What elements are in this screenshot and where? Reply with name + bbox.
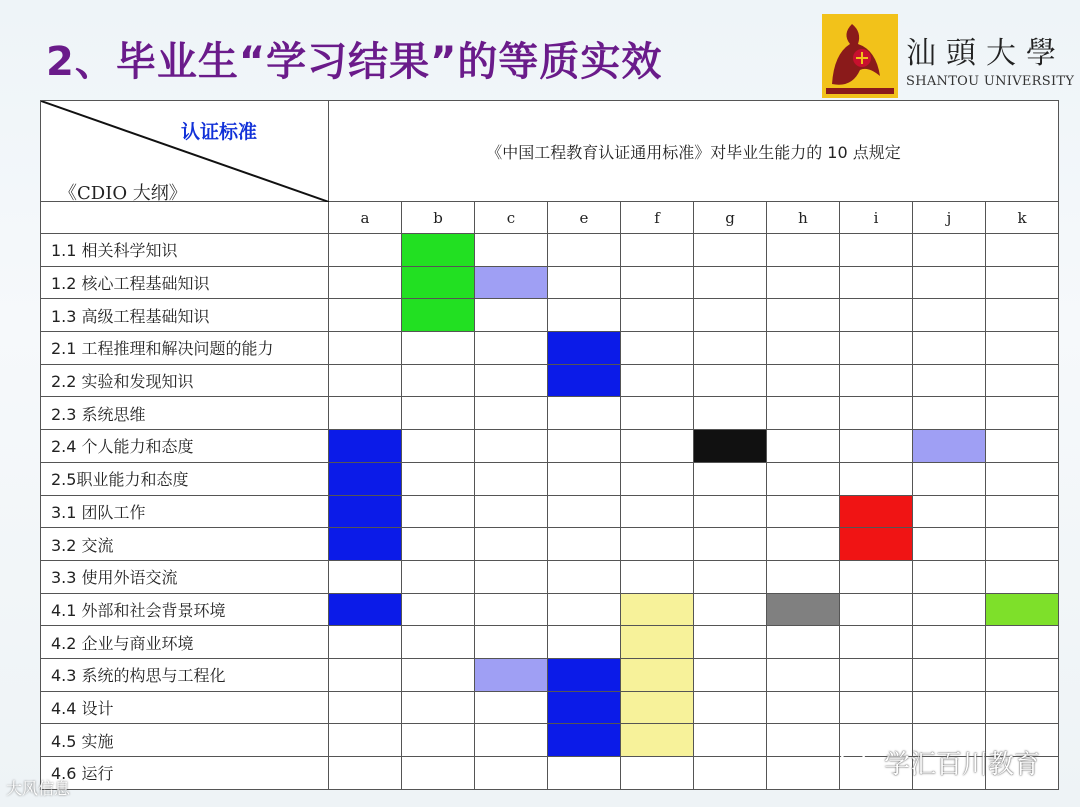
mapping-table <box>40 100 1059 790</box>
mapping-cell-h <box>767 691 840 724</box>
mapping-cell-g <box>694 299 767 332</box>
mapping-cell-c <box>475 724 548 757</box>
mapping-cell-b <box>402 397 475 430</box>
column-header-j: j <box>913 202 986 234</box>
mapping-cell-j <box>913 332 986 365</box>
row-label: 4.2 企业与商业环境 <box>41 626 329 659</box>
mapping-cell-j <box>913 397 986 430</box>
university-name-cn: 汕頭大學 <box>906 36 1066 71</box>
table-row <box>41 593 1059 626</box>
mapping-cell-b <box>402 495 475 528</box>
mapping-cell-k <box>986 299 1059 332</box>
mapping-cell-f <box>621 299 694 332</box>
mapping-cell-h <box>767 593 840 626</box>
watermark <box>838 744 1040 781</box>
mapping-cell-h <box>767 234 840 267</box>
mapping-cell-a <box>329 724 402 757</box>
mapping-cell-g <box>694 658 767 691</box>
mapping-cell-h <box>767 560 840 593</box>
mapping-cell-e <box>548 658 621 691</box>
mapping-cell-e <box>548 724 621 757</box>
mapping-cell-g <box>694 430 767 463</box>
mapping-cell-j <box>913 560 986 593</box>
mapping-cell-k <box>986 462 1059 495</box>
mapping-cell-c <box>475 757 548 790</box>
row-label: 2.4 个人能力和态度 <box>41 430 329 463</box>
mapping-cell-c <box>475 593 548 626</box>
mapping-cell-h <box>767 462 840 495</box>
mapping-cell-a <box>329 560 402 593</box>
mapping-cell-i <box>840 266 913 299</box>
mapping-cell-b <box>402 299 475 332</box>
table-row <box>41 560 1059 593</box>
mapping-cell-h <box>767 528 840 561</box>
mapping-cell-c <box>475 266 548 299</box>
mapping-cell-a <box>329 332 402 365</box>
mapping-cell-i <box>840 626 913 659</box>
mapping-cell-a <box>329 593 402 626</box>
mapping-cell-e <box>548 430 621 463</box>
table-row <box>41 691 1059 724</box>
table-corner-cell <box>41 101 329 202</box>
row-label: 2.1 工程推理和解决问题的能力 <box>41 332 329 365</box>
mapping-cell-j <box>913 266 986 299</box>
mapping-cell-b <box>402 757 475 790</box>
mapping-cell-h <box>767 397 840 430</box>
mapping-cell-i <box>840 462 913 495</box>
mapping-cell-k <box>986 430 1059 463</box>
mapping-cell-k <box>986 397 1059 430</box>
mapping-cell-a <box>329 495 402 528</box>
mapping-cell-a <box>329 528 402 561</box>
university-emblem-icon <box>822 14 898 98</box>
row-label: 2.3 系统思维 <box>41 397 329 430</box>
mapping-cell-j <box>913 626 986 659</box>
mapping-cell-j <box>913 430 986 463</box>
mapping-cell-e <box>548 364 621 397</box>
mapping-cell-i <box>840 691 913 724</box>
mapping-cell-c <box>475 299 548 332</box>
row-label: 4.1 外部和社会背景环境 <box>41 593 329 626</box>
mapping-cell-h <box>767 364 840 397</box>
column-header-b: b <box>402 202 475 234</box>
mapping-cell-f <box>621 364 694 397</box>
mapping-cell-i <box>840 397 913 430</box>
mapping-cell-i <box>840 593 913 626</box>
mapping-cell-k <box>986 658 1059 691</box>
row-label: 1.1 相关科学知识 <box>41 234 329 267</box>
mapping-cell-c <box>475 430 548 463</box>
mapping-cell-b <box>402 234 475 267</box>
mapping-cell-f <box>621 234 694 267</box>
column-header-c: c <box>475 202 548 234</box>
mapping-cell-c <box>475 462 548 495</box>
mapping-cell-j <box>913 593 986 626</box>
table-row <box>41 234 1059 267</box>
mapping-cell-f <box>621 757 694 790</box>
mapping-cell-b <box>402 430 475 463</box>
mapping-cell-g <box>694 234 767 267</box>
row-label: 4.5 实施 <box>41 724 329 757</box>
corner-watermark: 大风信息 <box>6 779 71 798</box>
column-header-k: k <box>986 202 1059 234</box>
mapping-cell-f <box>621 332 694 365</box>
mapping-cell-h <box>767 495 840 528</box>
corner-standard-label: 认证标准 <box>181 121 258 143</box>
mapping-cell-f <box>621 724 694 757</box>
mapping-cell-j <box>913 691 986 724</box>
mapping-cell-i <box>840 560 913 593</box>
mapping-cell-f <box>621 397 694 430</box>
mapping-cell-e <box>548 234 621 267</box>
mapping-cell-b <box>402 560 475 593</box>
row-label: 4.3 系统的构思与工程化 <box>41 658 329 691</box>
row-label: 3.1 团队工作 <box>41 495 329 528</box>
mapping-cell-a <box>329 299 402 332</box>
mapping-cell-f <box>621 593 694 626</box>
mapping-cell-c <box>475 658 548 691</box>
mapping-cell-g <box>694 397 767 430</box>
mapping-cell-c <box>475 234 548 267</box>
mapping-cell-a <box>329 234 402 267</box>
table-row <box>41 528 1059 561</box>
column-header-i: i <box>840 202 913 234</box>
mapping-cell-h <box>767 757 840 790</box>
mapping-cell-g <box>694 495 767 528</box>
table-row <box>41 495 1059 528</box>
mapping-cell-a <box>329 364 402 397</box>
mapping-cell-k <box>986 593 1059 626</box>
row-label: 2.2 实验和发现知识 <box>41 364 329 397</box>
row-label: 4.4 设计 <box>41 691 329 724</box>
mapping-cell-j <box>913 462 986 495</box>
mapping-cell-b <box>402 658 475 691</box>
mapping-cell-g <box>694 593 767 626</box>
mapping-cell-f <box>621 560 694 593</box>
mapping-cell-e <box>548 691 621 724</box>
mapping-cell-b <box>402 364 475 397</box>
mapping-cell-e <box>548 757 621 790</box>
mapping-cell-c <box>475 560 548 593</box>
mapping-cell-k <box>986 560 1059 593</box>
mapping-cell-k <box>986 495 1059 528</box>
mapping-cell-j <box>913 528 986 561</box>
row-label: 3.2 交流 <box>41 528 329 561</box>
column-header-blank <box>41 202 329 234</box>
table-row <box>41 397 1059 430</box>
mapping-cell-f <box>621 528 694 561</box>
table-row <box>41 430 1059 463</box>
mapping-cell-b <box>402 266 475 299</box>
column-header-a: a <box>329 202 402 234</box>
table-row <box>41 626 1059 659</box>
mapping-cell-f <box>621 626 694 659</box>
mapping-cell-e <box>548 495 621 528</box>
mapping-cell-k <box>986 266 1059 299</box>
mapping-cell-g <box>694 462 767 495</box>
mapping-cell-i <box>840 495 913 528</box>
watermark-text: 学汇百川教育 <box>884 750 1041 780</box>
mapping-cell-k <box>986 528 1059 561</box>
mapping-cell-c <box>475 397 548 430</box>
mapping-cell-a <box>329 266 402 299</box>
mapping-cell-i <box>840 364 913 397</box>
mapping-cell-b <box>402 462 475 495</box>
corner-cdio-label: 《CDIO 大纲》 <box>59 183 187 204</box>
mapping-cell-h <box>767 299 840 332</box>
mapping-cell-b <box>402 593 475 626</box>
mapping-cell-a <box>329 626 402 659</box>
table-row <box>41 266 1059 299</box>
mapping-cell-j <box>913 495 986 528</box>
mapping-cell-i <box>840 658 913 691</box>
row-label: 2.5职业能力和态度 <box>41 462 329 495</box>
column-header-g: g <box>694 202 767 234</box>
mapping-cell-e <box>548 266 621 299</box>
mapping-cell-i <box>840 528 913 561</box>
mapping-cell-g <box>694 364 767 397</box>
mapping-cell-h <box>767 626 840 659</box>
mapping-cell-i <box>840 234 913 267</box>
mapping-cell-g <box>694 691 767 724</box>
column-header-e: e <box>548 202 621 234</box>
mapping-cell-k <box>986 332 1059 365</box>
wechat-icon <box>838 748 878 778</box>
mapping-cell-i <box>840 299 913 332</box>
mapping-cell-c <box>475 528 548 561</box>
row-label: 1.2 核心工程基础知识 <box>41 266 329 299</box>
mapping-cell-b <box>402 724 475 757</box>
mapping-cell-f <box>621 266 694 299</box>
mapping-cell-a <box>329 462 402 495</box>
university-logo <box>822 14 1075 98</box>
column-header-h: h <box>767 202 840 234</box>
mapping-cell-e <box>548 462 621 495</box>
mapping-cell-k <box>986 626 1059 659</box>
slide-title: 2、毕业生“学习结果”的等质实效 <box>46 39 663 85</box>
mapping-cell-e <box>548 593 621 626</box>
mapping-cell-g <box>694 332 767 365</box>
table-row <box>41 462 1059 495</box>
university-name-en: SHANTOU UNIVERSITY <box>906 74 1075 89</box>
table-row <box>41 299 1059 332</box>
mapping-cell-e <box>548 332 621 365</box>
mapping-cell-a <box>329 691 402 724</box>
row-label: 4.6 运行 <box>41 757 329 790</box>
mapping-cell-k <box>986 234 1059 267</box>
mapping-cell-h <box>767 332 840 365</box>
mapping-cell-c <box>475 691 548 724</box>
mapping-cell-b <box>402 691 475 724</box>
mapping-cell-i <box>840 332 913 365</box>
mapping-cell-b <box>402 332 475 365</box>
mapping-cell-f <box>621 462 694 495</box>
mapping-cell-g <box>694 528 767 561</box>
mapping-cell-e <box>548 626 621 659</box>
mapping-cell-f <box>621 495 694 528</box>
mapping-cell-a <box>329 397 402 430</box>
mapping-cell-c <box>475 364 548 397</box>
mapping-cell-a <box>329 757 402 790</box>
mapping-cell-h <box>767 430 840 463</box>
mapping-cell-g <box>694 560 767 593</box>
mapping-cell-a <box>329 658 402 691</box>
table-row <box>41 332 1059 365</box>
mapping-cell-e <box>548 560 621 593</box>
row-label: 3.3 使用外语交流 <box>41 560 329 593</box>
mapping-cell-c <box>475 626 548 659</box>
mapping-cell-g <box>694 757 767 790</box>
table-row <box>41 364 1059 397</box>
mapping-cell-c <box>475 495 548 528</box>
mapping-cell-f <box>621 658 694 691</box>
mapping-cell-h <box>767 658 840 691</box>
mapping-cell-c <box>475 332 548 365</box>
mapping-cell-e <box>548 299 621 332</box>
mapping-cell-h <box>767 266 840 299</box>
mapping-cell-j <box>913 299 986 332</box>
mapping-cell-e <box>548 528 621 561</box>
row-label: 1.3 高级工程基础知识 <box>41 299 329 332</box>
mapping-cell-k <box>986 364 1059 397</box>
table-row <box>41 658 1059 691</box>
mapping-cell-h <box>767 724 840 757</box>
mapping-cell-a <box>329 430 402 463</box>
mapping-cell-j <box>913 234 986 267</box>
mapping-cell-g <box>694 626 767 659</box>
table-header: 《中国工程教育认证通用标准》对毕业生能力的 10 点规定 <box>329 101 1059 202</box>
mapping-cell-j <box>913 364 986 397</box>
mapping-cell-f <box>621 430 694 463</box>
mapping-cell-k <box>986 691 1059 724</box>
mapping-cell-f <box>621 691 694 724</box>
mapping-cell-b <box>402 626 475 659</box>
mapping-cell-b <box>402 528 475 561</box>
mapping-cell-g <box>694 266 767 299</box>
column-header-f: f <box>621 202 694 234</box>
mapping-cell-j <box>913 658 986 691</box>
mapping-cell-i <box>840 430 913 463</box>
mapping-cell-g <box>694 724 767 757</box>
mapping-cell-e <box>548 397 621 430</box>
